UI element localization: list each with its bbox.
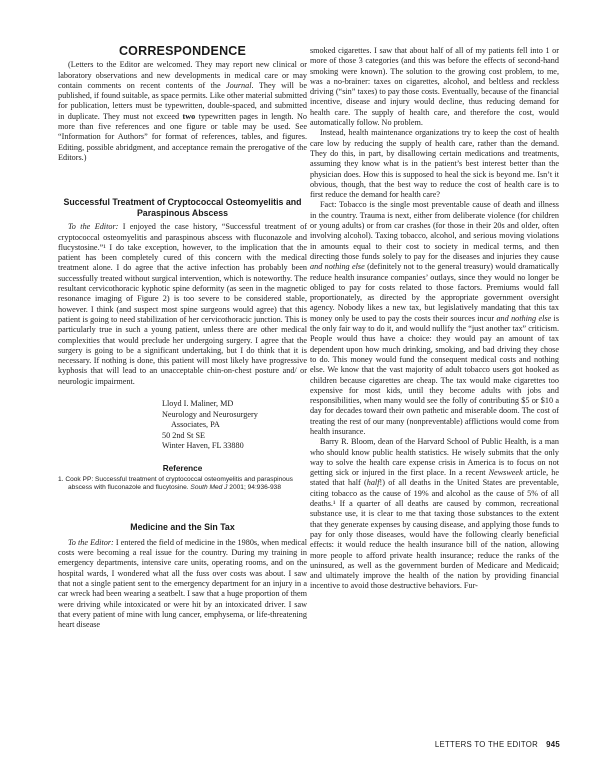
body-paragraph: Instead, health maintenance organizations try to keep the cost of health care low by reducing the supply of health care, rather than the demand. They do this, in part, by disallowing certain medications and treatments, assuming they know what is in the patient’s best interest better than the physician does. How this is supposed to heal the sick is beyond me. Isn’t it obvious, though, that the best way to reduce the cost of health care is to first reduce the demand for health care? <box>310 128 559 200</box>
editor-note: (Letters to the Editor are welcomed. They may report new clinical or laboratory observations and new developments in medical care or may contain comments on recent contents of the Journal. They will be published, if found suitable, as space permits. Like other material submitted for publication, letters must be typewritten, double-spaced, and submitted in duplicate. They must not exceed two typewritten pages in length. No more than five references and one figure or table may be used. See “Information for Authors” for format of references, tables, and figures. Editing, possible abridgment, and acceptance remain the prerogative of the Editors.) <box>58 60 308 162</box>
body-paragraph: Barry R. Bloom, dean of the Harvard School of Public Health, is a man who should know public health statistics. He wisely submits that the only way to solve the health care expense crisis in America is to focus on not getting sick or injured in the first place. In a recent Newsweek article, he stated that half (half!) of all deaths in the United States are preventable, citing tobacco as the cause of 19% and alcohol as the cause of 5% of all deaths.¹ If a quarter of all deaths are caused by common, recreational substance use, it is clear to me that taxing those substances to the extent that they generate expenses by causing disease, and applying those funds to pay for only those diseases, would have the following clearly beneficial effects: it would reduce the health insurance bill of the nation, allowing more people to afford private health insurance; reduce the ranks of the uninsured, as well as the government burden of Medicare and Medicaid; and ultimately improve the health of the nation by providing financial incentive to avoid those destructive behaviors. Fur- <box>310 437 559 591</box>
body-paragraph: smoked cigarettes. I saw that about half of all of my patients fell into 1 or more of those 3 categories (and this was before the effects of second-hand smoking were known). The solution to the growing cost problem, to me, was a no-brainer: taxes on cigarettes, alcohol, and beltless and reckless driving (“sin” taxes) to pay those costs. Eventually, because of the financial incentive, disease and injury would decline, thus reducing demand for health care. The supply of health care, and therefore the cost, would automatically follow. No problem. <box>310 46 559 128</box>
reference-item: 1. Cook PP: Successful treatment of cryptococcal osteomyelitis and paraspinous abscess with fluconazole and flucytosine. South Med J 2001; 94:936-938 <box>58 475 293 492</box>
page-footer <box>435 740 560 749</box>
letter-body: To the Editor: I enjoyed the case history, “Successful treatment of cryptococcal osteomyelitis and paraspinous abscess with fluconazole and flucystosine.”¹ I do take exception, however, to the implication that the patient has been completely cured of this concern with the medical treatment alone. I do agree that the active infection has probably been successfully treated without surgical intervention, which is noteworthy. The resultant cervicothoracic kyphotic spine deformity (as seen in the magnetic resonance imaging of Figure 2) is too severe to be considered stable, however. I think (and suspect most spine surgeons would agree) that this patient is going to need stabilization of her cervicothoracic junction. This is particularly true in such a young patient, unless there are other medical complexities that would preclude her undergoing surgery. I agree that the surgery is going to be a significant undertaking, but I do think that it is necessary. If nothing is done, this patient will most likely have progressive kyphosis that will lead to an unacceptable chin-on-chest posture and/ or neurologic impairment. <box>58 222 307 386</box>
left-column <box>58 46 307 630</box>
letter-signature: Lloyd I. Maliner, MD Neurology and Neurosurgery Associates, PA 50 2nd St SE Winter Haven, FL 33880 <box>162 399 307 452</box>
author-name: Lloyd I. Maliner, MD <box>162 399 234 409</box>
reference-heading: Reference <box>162 463 203 473</box>
page-number: 945 <box>546 740 560 749</box>
section-heading: CORRESPONDENCE <box>118 44 247 58</box>
letter-title: Successful Treatment of Cryptococcal Osteomyelitis and Paraspinous Abscess <box>63 197 302 218</box>
right-column <box>310 46 559 592</box>
letter-body: To the Editor: I entered the field of medicine in the 1980s, when medical costs were becoming a real issue for the country. During my training in emergency departments, intensive care units, operating rooms, and on the hospital wards, I wondered what all the fuss over costs was about. I saw that not a single patient sent to the emergency department for an injury in a car wreck had been wearing a seatbelt. I saw that a huge proportion of them were driving while intoxicated or were hit by an intoxicated driver. I saw that every patient of mine with lung cancer, emphysema, or life-threatening heart disease <box>58 537 307 630</box>
body-paragraph: Fact: Tobacco is the single most preventable cause of death and illness in the country. Trauma is next, either from deliberate violence (for children or young adults) or from car crashes (for those in their 20s and older, often involving alcohol). Taxing tobacco, alcohol, and serious moving violations in amounts equal to their cost to society in medical terms, and then directing those funds solely to pay for the diseases and injuries they cause and nothing else (definitely not to the general treasury) would dramatically reduce health insurance companies’ outlays, since they would no longer be obliged to pay for costs related to those factors. Premiums would fall proportionately, as directed by the appropriate government oversight agency. Nobody likes a new tax, but legislatively mandating that this tax money only be used to pay the costs their sources incur and nothing else is the only fair way to do it, and would nullify the “just another tax” criticism. People would thus have a choice: they would pay an amount of tax dependent upon how much drinking, smoking, and bad driving they chose to do. This money would fund the consequent medical costs and nothing else. We know that the vast majority of adult tobacco users got hooked as children because cigarettes are cheap. The tax would make cigarettes too expensive for most kids, until they become adults with jobs and responsibilities, when many would see the folly of contributing $5 or $10 a day for decades toward their own pathetic and miserable doom. The cost of treating the rest of our many (nonpreventable) afflictions would come from health insurance. <box>310 200 560 436</box>
letter-title: Medicine and the Sin Tax <box>130 522 235 533</box>
running-footer-section: LETTERS TO THE EDITOR <box>434 740 539 749</box>
